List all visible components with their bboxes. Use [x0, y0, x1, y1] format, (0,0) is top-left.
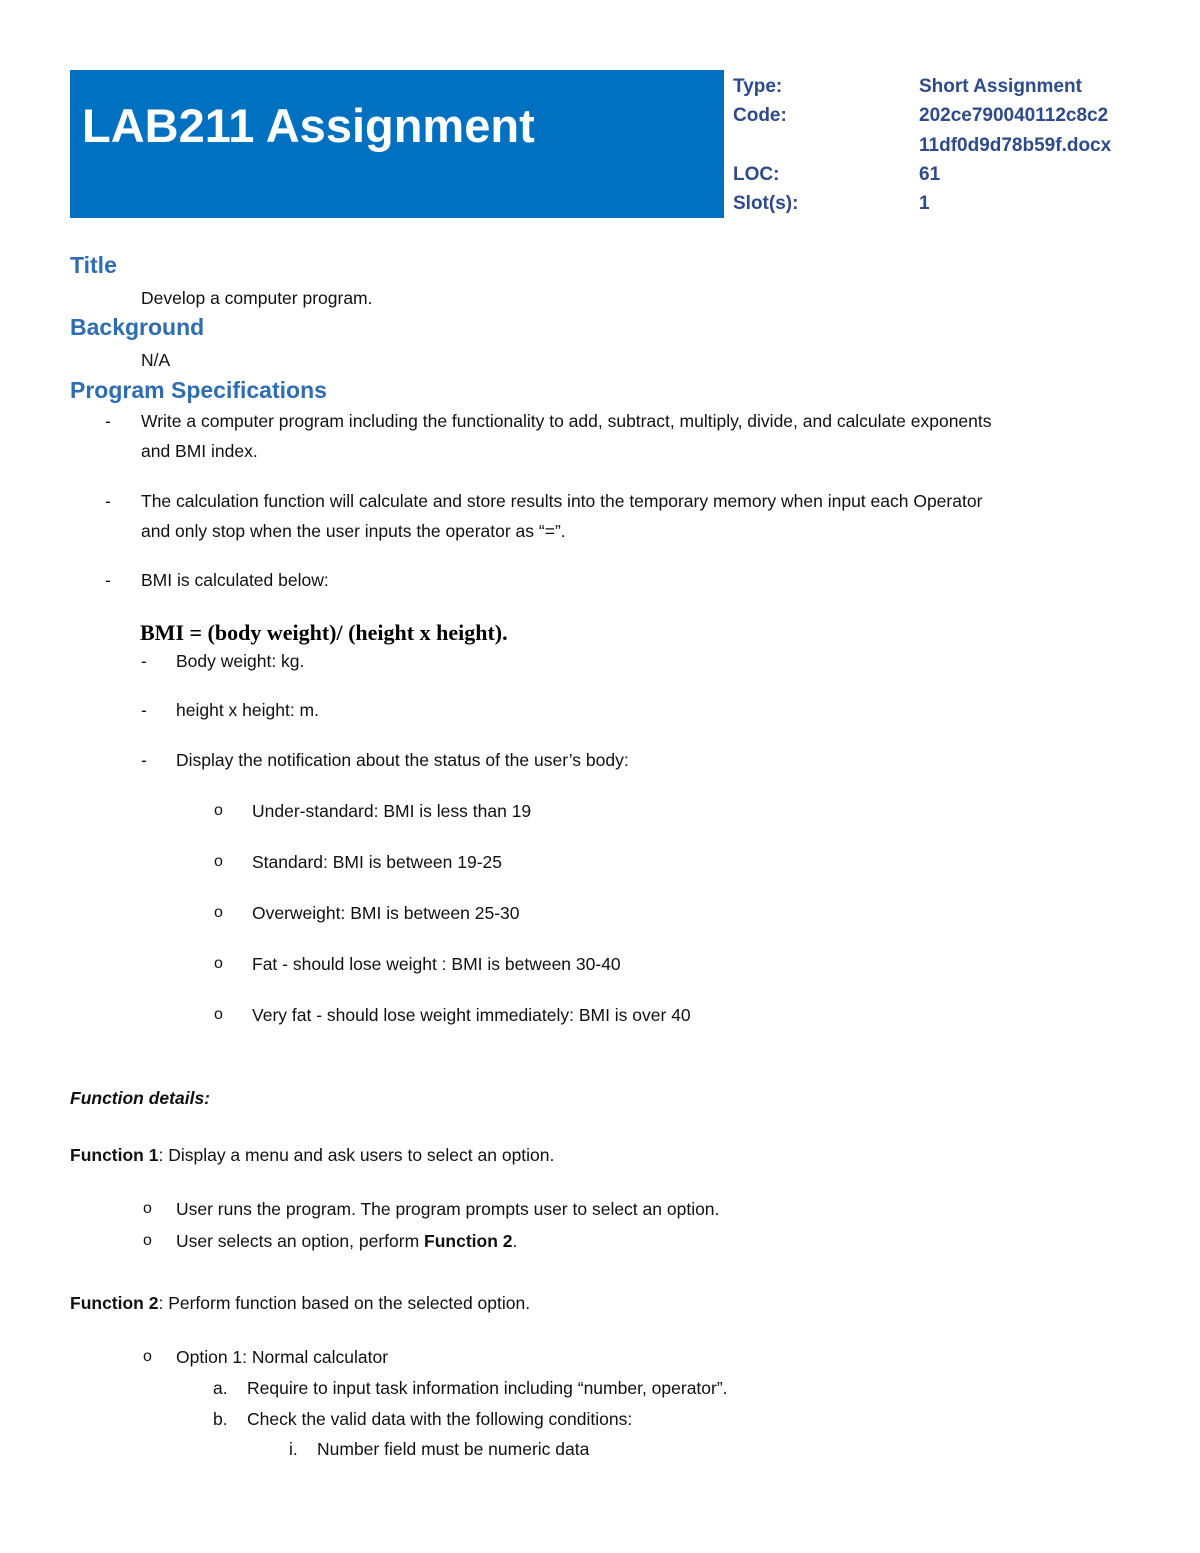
background-text: N/A: [141, 350, 171, 370]
bullet-dash: -: [141, 651, 147, 671]
function-1-step-2-period: .: [512, 1231, 518, 1251]
meta-code-value: 202ce790040112c8c2: [919, 105, 1109, 126]
title-banner: [70, 70, 724, 218]
sub-item-height: height x height: m.: [176, 700, 319, 720]
status-item: Overweight: BMI is between 25-30: [252, 903, 520, 923]
title-heading: Title: [70, 252, 117, 278]
meta-code-label: Code:: [733, 105, 787, 126]
spec-item-1-line-1: Write a computer program including the functionality to add, subtract, multiply, divide, and calculate exponents: [141, 411, 992, 431]
bullet-dash: -: [105, 491, 111, 511]
bullet-circle: o: [143, 1232, 152, 1249]
bullet-circle: o: [214, 802, 223, 819]
bmi-formula: BMI = (body weight)/ (height x height).: [140, 620, 508, 645]
option-1: Option 1: Normal calculator: [176, 1347, 389, 1367]
function-1-step-2: [176, 1231, 517, 1252]
function-2-reference: Function 2: [424, 1231, 513, 1251]
function-1-label: Function 1: [70, 1145, 159, 1165]
option-1-step-a: Require to input task information including “number, operator”.: [247, 1378, 728, 1398]
bullet-dash: -: [141, 700, 147, 720]
bullet-circle: o: [214, 955, 223, 972]
background-heading: Background: [70, 314, 205, 340]
spec-item-1-line-2: and BMI index.: [141, 441, 258, 461]
list-label-b: b.: [213, 1409, 228, 1429]
function-1-step-1: User runs the program. The program prompts user to select an option.: [176, 1199, 720, 1219]
function-2-text: : Perform function based on the selected option.: [158, 1293, 531, 1313]
function-details-heading: Function details:: [70, 1088, 210, 1108]
bullet-circle: o: [214, 904, 223, 921]
meta-slots-label: Slot(s):: [733, 193, 799, 214]
bullet-circle: o: [214, 853, 223, 870]
sub-item-notification: Display the notification about the status of the user’s body:: [176, 750, 629, 770]
sub-item-body-weight: Body weight: kg.: [176, 651, 305, 671]
meta-type-value: Short Assignment: [919, 76, 1082, 97]
spec-heading: Program Specifications: [70, 377, 327, 403]
bullet-dash: -: [105, 411, 111, 431]
spec-item-3: BMI is calculated below:: [141, 570, 329, 590]
meta-slots-value: 1: [919, 193, 930, 214]
status-item: Under-standard: BMI is less than 19: [252, 801, 532, 821]
meta-loc-value: 61: [919, 164, 941, 185]
status-item: Standard: BMI is between 19-25: [252, 852, 503, 872]
list-label-i: i.: [289, 1439, 298, 1459]
function-2-label: Function 2: [70, 1293, 159, 1313]
document-title: LAB211 Assignment: [82, 99, 535, 152]
function-1-step-2-text: User selects an option, perform: [176, 1231, 425, 1251]
bullet-dash: -: [141, 750, 147, 770]
condition-i: Number field must be numeric data: [317, 1439, 590, 1459]
status-item: Fat - should lose weight : BMI is between 30-40: [252, 954, 621, 974]
bullet-circle: o: [214, 1006, 223, 1023]
bullet-circle: o: [143, 1200, 152, 1217]
meta-type-label: Type:: [733, 76, 783, 97]
status-item: Very fat - should lose weight immediately: BMI is over 40: [252, 1005, 691, 1025]
spec-item-2-line-1: The calculation function will calculate and store results into the temporary memory when input each Operator: [141, 491, 983, 511]
list-label-a: a.: [213, 1378, 228, 1398]
option-1-step-b: Check the valid data with the following conditions:: [247, 1409, 633, 1429]
meta-loc-label: LOC:: [733, 164, 780, 185]
function-1-line: [70, 1145, 554, 1166]
title-text: Develop a computer program.: [141, 288, 373, 308]
function-2-line: [70, 1293, 530, 1314]
spec-item-2-line-2: and only stop when the user inputs the operator as “=”.: [141, 521, 566, 541]
bullet-dash: -: [105, 570, 111, 590]
meta-code-value-cont: 11df0d9d78b59f.docx: [919, 135, 1112, 156]
function-1-text: : Display a menu and ask users to select an option.: [158, 1145, 555, 1165]
bullet-circle: o: [143, 1348, 152, 1365]
